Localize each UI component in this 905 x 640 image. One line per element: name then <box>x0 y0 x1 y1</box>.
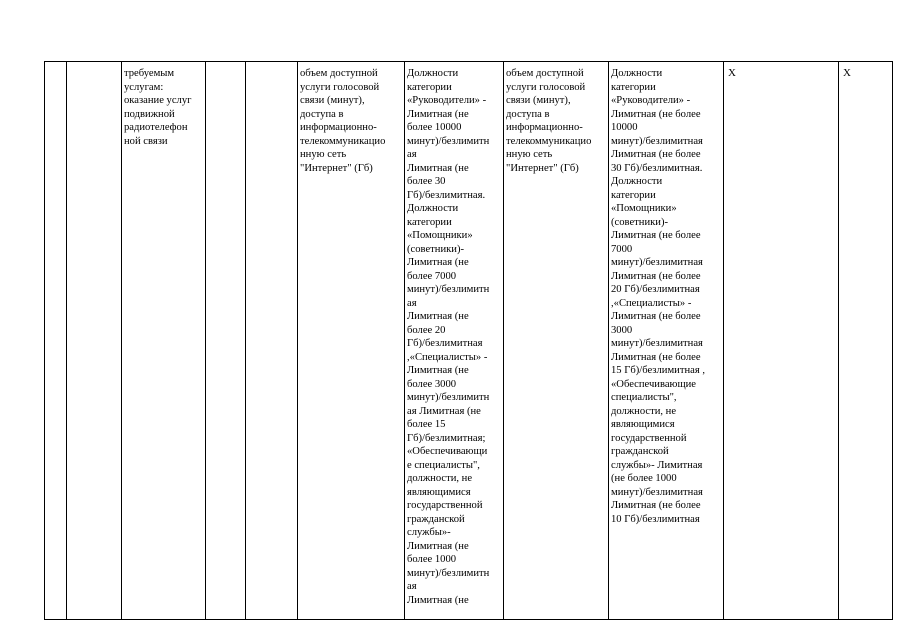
cell-mark-x-2: X <box>839 62 893 620</box>
cell-col-1 <box>45 62 67 620</box>
cell-col-2 <box>67 62 122 620</box>
cell-col-5 <box>246 62 298 620</box>
cell-characteristic-values: Должности категории «Руководители» - Лимитная (не более 10000 минут)/безлимитн ая Лимитная (не более 30 Гб)/безлимитная. Должности категории «Помощники» (советники)- Лимитная (не более 7000 минут)/безлимитн ая Лимитная (не более 20 Гб)/безлимитная ,«Специалисты» - Лимитная (не более 3000 минут)/безлимитн ая Лимитная (не более 15 Гб)/безлимитная; «Обеспечивающи е специалисты", должности, не являющимися государственной гражданской службы»- Лимитная (не более 1000 минут)/безлимитн ая Лимитная (не <box>405 62 504 620</box>
cell-characteristic: объем доступной услуги голосовой связи (минут), доступа в информационно- телекоммуникацио нную сеть "Интернет" (Гб) <box>298 62 405 620</box>
table-row <box>45 62 893 620</box>
cell-characteristic-values-2: Должности категории «Руководители» - Лимитная (не более 10000 минут)/безлимитная Лимитная (не более 30 Гб)/безлимитная. Должности категории «Помощники» (советники)- Лимитная (не более 7000 минут)/безлимитная Лимитная (не более 20 Гб)/безлимитная ,«Специалисты» - Лимитная (не более 3000 минут)/безлимитная Лимитная (не более 15 Гб)/безлимитная , «Обеспечивающие специалисты", должности, не являющимися государственной гражданской службы»- Лимитная (не более 1000 минут)/безлимитная Лимитная (не более 10 Гб)/безлимитная <box>609 62 724 620</box>
requirements-table <box>44 61 893 620</box>
cell-service-name: требуемым услугам: оказание услуг подвижной радиотелефон ной связи <box>122 62 206 620</box>
cell-col-4 <box>206 62 246 620</box>
cell-mark-x-1: X <box>724 62 839 620</box>
cell-characteristic-2: объем доступной услуги голосовой связи (минут), доступа в информационно- телекоммуникацио нную сеть "Интернет" (Гб) <box>504 62 609 620</box>
